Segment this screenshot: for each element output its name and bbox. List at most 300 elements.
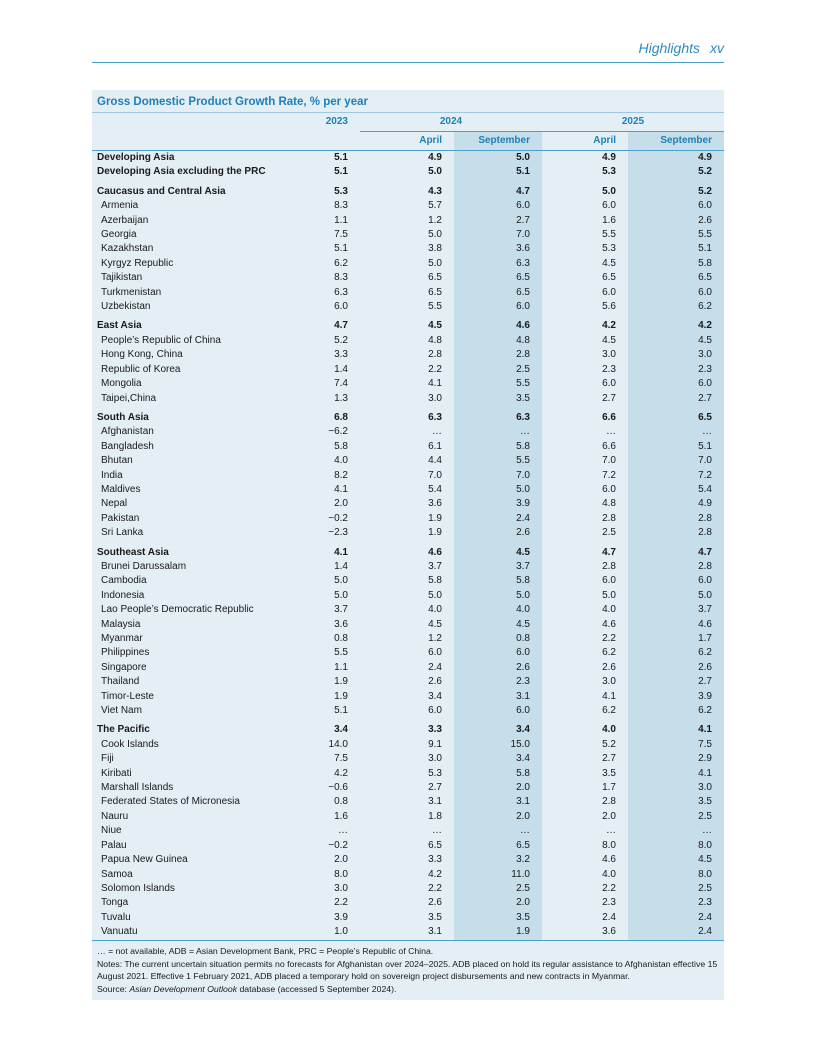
value-april-2025: 4.6 (602, 618, 616, 630)
value-september-2025: 7.0 (628, 454, 724, 468)
value-april-2025: 2.7 (602, 392, 616, 404)
row-label: Kyrgyz Republic (101, 257, 174, 269)
value-april-2024: 6.0 (428, 647, 442, 659)
value-2023: 4.1 (334, 546, 348, 558)
year-2023-header: 2023 (325, 116, 348, 128)
value-april-2025: 2.4 (602, 911, 616, 923)
country-row (92, 440, 724, 454)
value-september-2024: 5.8 (454, 574, 542, 588)
row-label: Hong Kong, China (101, 349, 183, 361)
value-september-2025: 8.0 (628, 868, 724, 882)
value-september-2024: … (454, 824, 542, 838)
row-label: Palau (101, 839, 127, 851)
value-september-2024: 6.5 (454, 286, 542, 300)
value-2023: 2.2 (334, 897, 348, 909)
row-label: Kazakhstan (101, 243, 154, 255)
value-april-2025: 4.2 (602, 320, 616, 332)
value-september-2025: 6.2 (628, 704, 724, 718)
value-september-2024: 3.4 (454, 752, 542, 766)
value-september-2025: 2.9 (628, 752, 724, 766)
value-april-2024: 6.5 (428, 839, 442, 851)
value-april-2024: 3.0 (428, 753, 442, 765)
row-label: Armenia (101, 200, 139, 212)
value-september-2024: 2.0 (454, 896, 542, 910)
value-2023: 3.0 (334, 882, 348, 894)
value-april-2025: 3.5 (602, 767, 616, 779)
value-2023: 5.1 (334, 166, 348, 178)
value-april-2024: 2.7 (428, 782, 442, 794)
value-september-2024: 6.0 (454, 199, 542, 213)
value-april-2025: 7.0 (602, 455, 616, 467)
country-row (92, 454, 724, 468)
value-september-2025: 2.5 (628, 810, 724, 824)
section-title: Highlights (638, 40, 700, 56)
value-april-2025: 6.6 (602, 440, 616, 452)
country-row (92, 199, 724, 213)
value-2023: 1.1 (334, 661, 348, 673)
value-april-2025: 6.2 (602, 647, 616, 659)
row-label: Solomon Islands (101, 882, 175, 894)
region-row (92, 180, 724, 199)
value-september-2024: 2.6 (454, 526, 542, 540)
value-september-2025: 3.0 (628, 781, 724, 795)
row-label: Turkmenistan (101, 286, 162, 298)
value-september-2025: 2.8 (628, 512, 724, 526)
value-april-2025: 7.2 (602, 469, 616, 481)
value-april-2024: 4.4 (428, 455, 442, 467)
value-september-2025: 2.3 (628, 896, 724, 910)
value-april-2024: … (432, 426, 442, 438)
value-2023: 8.3 (334, 200, 348, 212)
value-april-2024: 7.0 (428, 469, 442, 481)
value-september-2025: 2.4 (628, 911, 724, 925)
value-september-2024: 2.0 (454, 781, 542, 795)
value-april-2024: 4.6 (428, 546, 442, 558)
value-september-2024: 3.5 (454, 911, 542, 925)
row-label: Georgia (101, 229, 137, 241)
month-header-row (92, 132, 724, 151)
value-april-2024: 3.8 (428, 243, 442, 255)
value-2023: 1.9 (334, 676, 348, 688)
value-april-2025: 5.6 (602, 301, 616, 313)
value-2023: 0.8 (334, 633, 348, 644)
country-row (92, 704, 724, 718)
year-header-row (92, 113, 724, 132)
row-label: India (101, 469, 123, 481)
row-label: Myanmar (101, 633, 143, 644)
september-2025-header: September (628, 132, 724, 151)
value-2023: 7.4 (334, 378, 348, 390)
value-2023: 3.7 (334, 604, 348, 616)
value-september-2025: 6.5 (628, 271, 724, 285)
value-2023: 3.4 (334, 724, 348, 736)
country-row (92, 257, 724, 271)
row-label: Marshall Islands (101, 782, 174, 794)
value-2023: −2.3 (328, 527, 348, 539)
value-september-2025: 4.1 (628, 767, 724, 781)
value-april-2024: 3.3 (428, 854, 442, 866)
value-september-2024: 5.5 (454, 454, 542, 468)
value-september-2024: 3.2 (454, 853, 542, 867)
value-april-2024: 2.2 (428, 882, 442, 894)
value-2023: 3.3 (334, 349, 348, 361)
value-april-2025: 2.3 (602, 897, 616, 909)
value-april-2025: 4.0 (602, 724, 616, 736)
value-september-2024: 6.5 (454, 839, 542, 853)
gdp-growth-table (92, 113, 724, 940)
country-row (92, 911, 724, 925)
value-september-2025: 2.8 (628, 526, 724, 540)
country-row (92, 589, 724, 603)
row-label: People’s Republic of China (101, 334, 221, 346)
table-notes (92, 940, 724, 1000)
country-row (92, 632, 724, 646)
notes-text: Notes: The current uncertain situation permits no forecasts for Afghanistan over 2024–2025. ADB placed on hold its regular assistance to Afghanistan effective 15 August 2021. Effective 1 February 2021, ADB placed a temporary hold on sovereign project disbursements and new contracts in Myanmar. (97, 958, 718, 981)
value-september-2024: 6.5 (454, 271, 542, 285)
value-september-2024: 4.0 (454, 603, 542, 617)
value-2023: 3.9 (334, 911, 348, 923)
value-september-2025: 2.7 (628, 675, 724, 689)
row-label: Developing Asia excluding the PRC (97, 166, 266, 178)
value-september-2024: 2.7 (454, 214, 542, 228)
running-header (92, 40, 724, 63)
value-september-2024: 5.0 (454, 151, 542, 166)
value-2023: 4.2 (334, 767, 348, 779)
row-label: Uzbekistan (101, 301, 151, 313)
value-april-2025: 4.6 (602, 854, 616, 866)
value-september-2025: 2.4 (628, 925, 724, 939)
value-april-2025: 2.7 (602, 753, 616, 765)
value-april-2024: 5.5 (428, 301, 442, 313)
value-april-2024: 5.7 (428, 200, 442, 212)
value-september-2024: 0.8 (454, 632, 542, 646)
value-april-2025: 6.0 (602, 378, 616, 390)
value-april-2024: 1.8 (428, 810, 442, 822)
country-row (92, 882, 724, 896)
value-april-2025: 2.2 (602, 633, 616, 644)
value-september-2024: 5.5 (454, 377, 542, 391)
value-september-2025: 6.2 (628, 300, 724, 314)
value-2023: 1.4 (334, 560, 348, 572)
region-row (92, 165, 724, 179)
country-row (92, 752, 724, 766)
country-row (92, 925, 724, 939)
value-2023: 5.8 (334, 440, 348, 452)
value-2023: 1.3 (334, 392, 348, 404)
value-april-2024: … (432, 825, 442, 837)
value-september-2024: 4.8 (454, 334, 542, 348)
value-2023: 5.5 (334, 647, 348, 659)
value-september-2025: 6.5 (628, 406, 724, 425)
value-april-2024: 4.8 (428, 334, 442, 346)
country-row (92, 574, 724, 588)
country-row (92, 896, 724, 910)
value-september-2024: 2.8 (454, 348, 542, 362)
value-september-2024: 4.5 (454, 541, 542, 560)
value-september-2025: 6.0 (628, 377, 724, 391)
value-april-2024: 2.4 (428, 661, 442, 673)
value-2023: 5.1 (334, 705, 348, 717)
value-april-2025: 2.3 (602, 363, 616, 375)
country-row (92, 242, 724, 256)
country-row (92, 214, 724, 228)
value-2023: 1.1 (334, 214, 348, 226)
value-2023: 5.3 (334, 185, 348, 197)
value-september-2025: 6.2 (628, 646, 724, 660)
value-april-2025: … (606, 426, 616, 438)
value-september-2024: 3.1 (454, 690, 542, 704)
value-april-2024: 2.6 (428, 897, 442, 909)
value-september-2024: 2.4 (454, 512, 542, 526)
value-september-2025: … (628, 824, 724, 838)
value-2023: 2.0 (334, 854, 348, 866)
value-2023: 6.0 (334, 301, 348, 313)
row-label: Sri Lanka (101, 527, 144, 539)
row-label: Cook Islands (101, 738, 159, 750)
value-2023: 2.0 (334, 498, 348, 510)
row-label: Bhutan (101, 455, 133, 467)
value-september-2025: 3.0 (628, 348, 724, 362)
year-2025-header: 2025 (621, 116, 645, 127)
value-september-2024: 5.0 (454, 589, 542, 603)
row-label: Brunei Darussalam (101, 560, 187, 572)
row-label: Azerbaijan (101, 214, 149, 226)
value-september-2024: 2.5 (454, 882, 542, 896)
country-row (92, 767, 724, 781)
country-row (92, 512, 724, 526)
value-2023: 8.0 (334, 868, 348, 880)
value-september-2024: 3.7 (454, 560, 542, 574)
country-row (92, 661, 724, 675)
row-label: Southeast Asia (97, 546, 169, 558)
row-label: Samoa (101, 868, 133, 880)
country-row (92, 824, 724, 838)
value-april-2025: 4.9 (602, 152, 616, 163)
value-september-2025: 6.0 (628, 199, 724, 213)
row-label: East Asia (97, 320, 142, 332)
value-2023: 6.3 (334, 286, 348, 298)
row-label: Maldives (101, 483, 141, 495)
value-september-2025: 5.5 (628, 228, 724, 242)
value-april-2024: 4.2 (428, 868, 442, 880)
value-2023: 8.3 (334, 272, 348, 284)
row-label: Philippines (101, 647, 150, 659)
value-september-2024: … (454, 425, 542, 439)
value-april-2024: 1.9 (428, 527, 442, 539)
country-row (92, 469, 724, 483)
value-april-2025: 2.8 (602, 512, 616, 524)
value-april-2024: 6.5 (428, 272, 442, 284)
value-2023: … (338, 825, 348, 837)
value-2023: 1.4 (334, 363, 348, 375)
value-september-2025: 4.2 (628, 314, 724, 333)
value-september-2025: 4.9 (628, 497, 724, 511)
value-september-2024: 6.3 (454, 257, 542, 271)
value-april-2025: 4.0 (602, 604, 616, 616)
value-april-2024: 3.0 (428, 392, 442, 404)
value-april-2024: 5.4 (428, 483, 442, 495)
page-number: xv (710, 40, 724, 56)
value-september-2024: 4.6 (454, 314, 542, 333)
row-label: Tonga (101, 897, 129, 909)
country-row (92, 839, 724, 853)
value-april-2024: 4.3 (428, 185, 442, 197)
country-row (92, 497, 724, 511)
value-2023: −6.2 (328, 426, 348, 438)
value-september-2024: 5.8 (454, 440, 542, 454)
value-april-2024: 1.9 (428, 512, 442, 524)
value-september-2025: 1.7 (628, 632, 724, 646)
value-april-2025: 6.0 (602, 200, 616, 212)
row-label: Kiribati (101, 767, 132, 779)
value-september-2025: 5.0 (628, 589, 724, 603)
value-april-2025: 6.2 (602, 705, 616, 717)
value-september-2025: 5.8 (628, 257, 724, 271)
value-september-2024: 2.6 (454, 661, 542, 675)
row-label: Cambodia (101, 575, 147, 587)
value-april-2025: 2.8 (602, 560, 616, 572)
value-april-2025: 6.0 (602, 286, 616, 298)
row-label: Caucasus and Central Asia (97, 185, 226, 197)
value-2023: 5.0 (334, 575, 348, 587)
value-september-2024: 2.0 (454, 810, 542, 824)
value-april-2024: 3.1 (428, 796, 442, 808)
value-april-2024: 5.0 (428, 166, 442, 178)
value-april-2025: … (606, 825, 616, 837)
value-april-2024: 2.6 (428, 676, 442, 688)
region-row (92, 314, 724, 333)
value-september-2025: 6.0 (628, 574, 724, 588)
country-row (92, 646, 724, 660)
row-label: Taipei,China (101, 392, 157, 404)
value-2023: 0.8 (334, 796, 348, 808)
row-label: Singapore (101, 661, 147, 673)
value-april-2025: 2.0 (602, 810, 616, 822)
value-april-2025: 3.6 (602, 926, 616, 938)
value-september-2024: 3.5 (454, 392, 542, 406)
country-row (92, 348, 724, 362)
value-april-2024: 6.0 (428, 705, 442, 717)
value-april-2025: 2.2 (602, 882, 616, 894)
row-label: Developing Asia (97, 152, 175, 163)
country-row (92, 675, 724, 689)
value-september-2024: 6.0 (454, 646, 542, 660)
value-2023: 7.5 (334, 229, 348, 241)
value-april-2024: 2.8 (428, 349, 442, 361)
value-april-2024: 2.2 (428, 363, 442, 375)
value-2023: 4.0 (334, 455, 348, 467)
row-label: Niue (101, 825, 122, 837)
row-label: Federated States of Micronesia (101, 796, 240, 808)
value-september-2025: 3.9 (628, 690, 724, 704)
value-april-2024: 3.4 (428, 690, 442, 702)
value-september-2024: 11.0 (454, 868, 542, 882)
country-row (92, 853, 724, 867)
value-april-2024: 6.3 (428, 411, 442, 423)
abbreviations-note: … = not available, ADB = Asian Development Bank, PRC = People’s Republic of China. (97, 945, 434, 956)
value-september-2024: 3.6 (454, 242, 542, 256)
value-september-2025: 2.6 (628, 214, 724, 228)
value-september-2025: 5.4 (628, 483, 724, 497)
row-label: Bangladesh (101, 440, 154, 452)
country-row (92, 392, 724, 406)
value-september-2024: 6.0 (454, 300, 542, 314)
source-title: Asian Development Outlook (129, 983, 238, 994)
value-september-2025: 4.7 (628, 541, 724, 560)
value-april-2024: 3.7 (428, 560, 442, 572)
value-september-2024: 6.3 (454, 406, 542, 425)
value-april-2024: 6.1 (428, 440, 442, 452)
value-2023: 1.0 (334, 926, 348, 938)
row-label: Mongolia (101, 378, 142, 390)
gdp-table-panel (92, 90, 724, 1000)
value-april-2024: 9.1 (428, 738, 442, 750)
value-september-2024: 4.7 (454, 180, 542, 199)
value-september-2025: 4.5 (628, 853, 724, 867)
value-april-2025: 6.6 (602, 411, 616, 423)
region-row (92, 406, 724, 425)
value-april-2024: 3.6 (428, 498, 442, 510)
row-label: Tuvalu (101, 911, 131, 923)
value-september-2024: 3.9 (454, 497, 542, 511)
country-row (92, 618, 724, 632)
value-september-2024: 2.5 (454, 363, 542, 377)
value-september-2025: 5.1 (628, 440, 724, 454)
value-september-2024: 7.0 (454, 469, 542, 483)
country-row (92, 868, 724, 882)
value-april-2024: 3.3 (428, 724, 442, 736)
value-april-2025: 2.6 (602, 661, 616, 673)
region-row (92, 151, 724, 166)
value-april-2024: 3.1 (428, 926, 442, 938)
country-row (92, 738, 724, 752)
value-april-2025: 4.1 (602, 690, 616, 702)
value-september-2025: 2.5 (628, 882, 724, 896)
country-row (92, 690, 724, 704)
value-april-2024: 5.0 (428, 589, 442, 601)
region-row (92, 718, 724, 737)
value-april-2024: 3.5 (428, 911, 442, 923)
table-body (92, 151, 724, 940)
country-row (92, 425, 724, 439)
row-label: Republic of Korea (101, 363, 181, 375)
value-april-2025: 6.5 (602, 272, 616, 284)
row-label: Lao People’s Democratic Republic (101, 604, 254, 616)
value-september-2024: 3.4 (454, 718, 542, 737)
value-september-2024: 7.0 (454, 228, 542, 242)
country-row (92, 334, 724, 348)
country-row (92, 300, 724, 314)
region-row (92, 541, 724, 560)
value-september-2024: 3.1 (454, 795, 542, 809)
value-september-2025: 6.0 (628, 286, 724, 300)
value-2023: 6.2 (334, 257, 348, 269)
country-row (92, 228, 724, 242)
value-2023: 8.2 (334, 469, 348, 481)
row-label: Papua New Guinea (101, 854, 188, 866)
value-september-2025: 3.7 (628, 603, 724, 617)
value-april-2025: 1.7 (602, 782, 616, 794)
country-row (92, 286, 724, 300)
value-september-2024: 5.0 (454, 483, 542, 497)
value-april-2024: 5.3 (428, 767, 442, 779)
value-april-2025: 5.2 (602, 738, 616, 750)
country-row (92, 483, 724, 497)
value-september-2024: 4.5 (454, 618, 542, 632)
value-april-2025: 4.5 (602, 257, 616, 269)
blank-subheader-2023 (282, 132, 360, 151)
value-september-2025: 4.1 (628, 718, 724, 737)
